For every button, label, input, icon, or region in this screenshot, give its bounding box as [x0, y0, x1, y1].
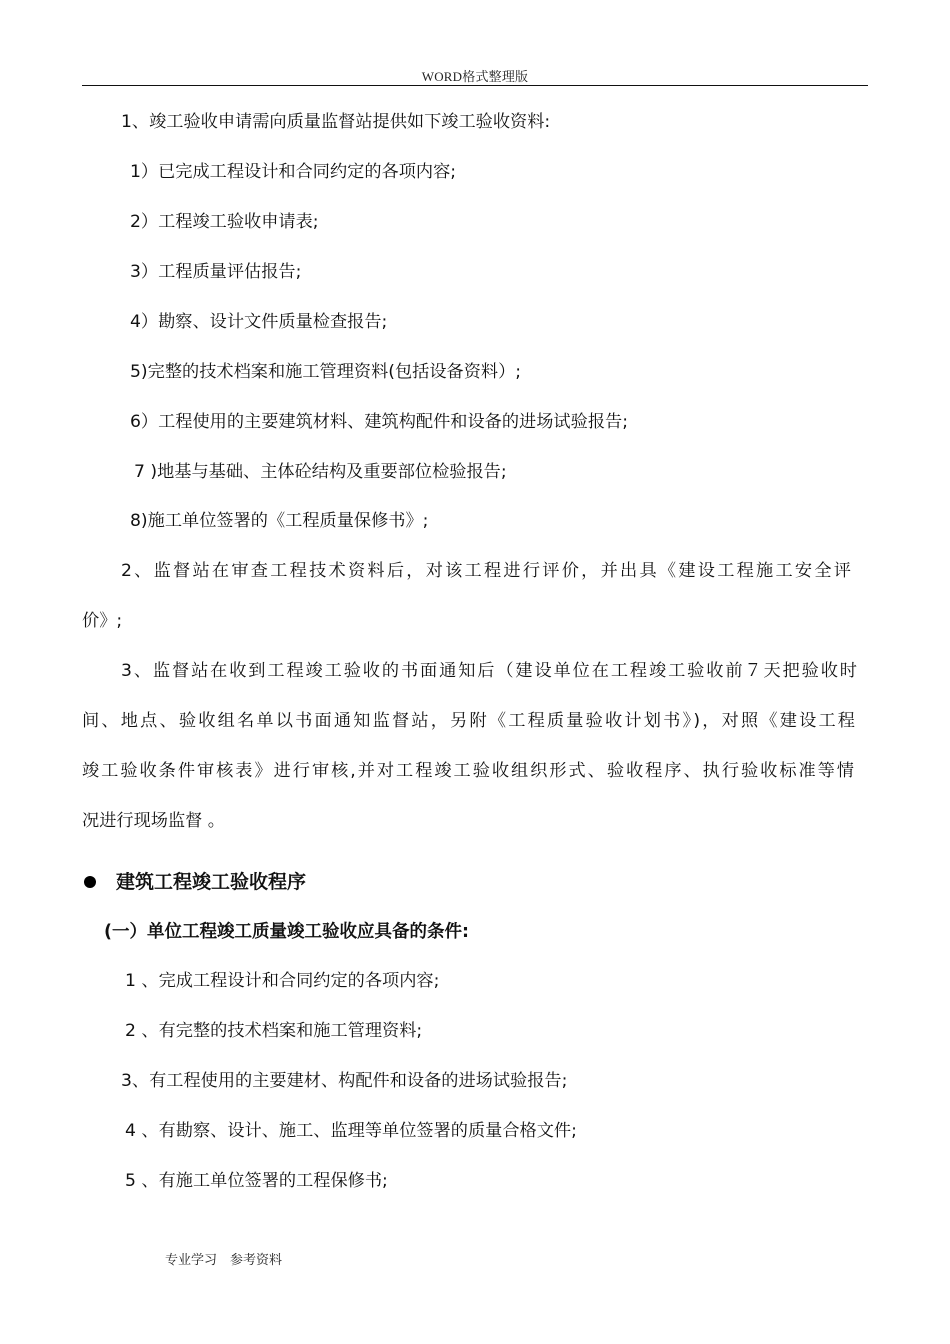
section-heading: 建筑工程竣工验收程序: [116, 871, 307, 893]
paragraph-line: 况进行现场监督 。: [82, 811, 225, 831]
list-item: 3、有工程使用的主要建材、构配件和设备的进场试验报告;: [121, 1071, 568, 1091]
list-item: 3）工程质量评估报告;: [130, 262, 302, 282]
intro-paragraph: 1、竣工验收申请需向质量监督站提供如下竣工验收资料:: [121, 112, 551, 132]
page-footer: 专业学习 参考资料: [165, 1253, 283, 1268]
list-item: 4）勘察、设计文件质量检查报告;: [130, 312, 388, 332]
subsection-heading: (一）单位工程竣工质量竣工验收应具备的条件:: [104, 922, 469, 942]
list-item: 5)完整的技术档案和施工管理资料(包括设备资料）;: [130, 362, 522, 382]
list-item: 1 、完成工程设计和合同约定的各项内容;: [125, 971, 440, 991]
list-item: 2）工程竣工验收申请表;: [130, 212, 319, 232]
list-item: 5 、有施工单位签署的工程保修书;: [125, 1171, 388, 1191]
list-item: 7 )地基与基础、主体砼结构及重要部位检验报告;: [134, 462, 507, 482]
paragraph-line: 价》;: [82, 611, 123, 631]
header-divider: [82, 85, 868, 86]
list-item: 2 、有完整的技术档案和施工管理资料;: [125, 1021, 423, 1041]
paragraph-line: 2、监督站在审查工程技术资料后，对该工程进行评价，并出具《建设工程施工安全评: [121, 561, 851, 581]
paragraph-line: 竣工验收条件审核表》进行审核,并对工程竣工验收组织形式、验收程序、执行验收标准等情: [82, 761, 854, 781]
list-item: 6）工程使用的主要建筑材料、建筑构配件和设备的进场试验报告;: [130, 412, 628, 432]
paragraph-line: 3、监督站在收到工程竣工验收的书面通知后（建设单位在工程竣工验收前７天把验收时: [121, 661, 857, 681]
header-title: WORD格式整理版: [421, 69, 529, 84]
bullet-icon: [84, 876, 96, 888]
list-item: 4 、有勘察、设计、施工、监理等单位签署的质量合格文件;: [125, 1121, 577, 1141]
list-item: 1）已完成工程设计和合同约定的各项内容;: [130, 162, 457, 182]
list-item: 8)施工单位签署的《工程质量保修书》;: [130, 511, 429, 531]
paragraph-line: 间、地点、验收组名单以书面通知监督站，另附《工程质量验收计划书》)，对照《建设工程: [82, 711, 855, 731]
